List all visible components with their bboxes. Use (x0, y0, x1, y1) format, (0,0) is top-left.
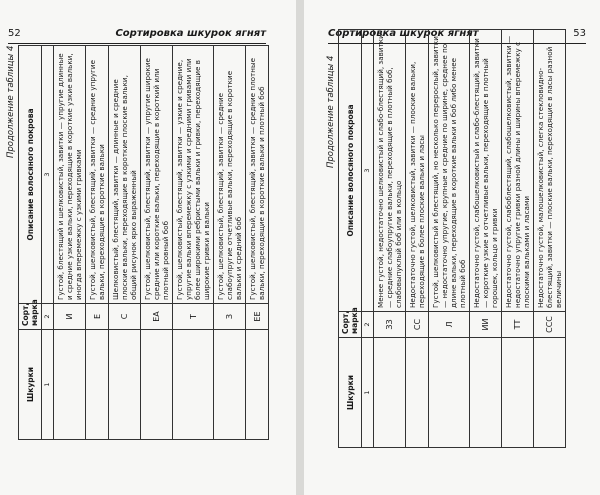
description-cell: Густой, шелковистый и блестящий, но несколько перерослый, завитки — недостаточно упругие, крупные и средние по ширине, среднее по длине вальки, переходящие в короткие вальки и боб либо менее плотный боб (429, 30, 470, 312)
page-number: 53 (573, 28, 586, 39)
header-skins: Шкурки (19, 330, 42, 440)
column-number: 1 (42, 330, 54, 440)
table-row (109, 46, 141, 440)
description-cell: Недостаточно густой, шелковистый, завитки — плоские вальки, переходящие в более плоские вальки и ласы (406, 30, 429, 312)
column-number: 3 (42, 46, 54, 304)
grade-cell: С (109, 304, 141, 330)
grade-cell: ССС (534, 312, 566, 338)
skin-cell (214, 330, 246, 440)
page-number: 52 (8, 28, 21, 39)
table-row (86, 46, 109, 440)
column-number: 1 (362, 338, 374, 448)
table-header-row (19, 46, 42, 440)
column-number: 3 (362, 30, 374, 312)
rotated-table-wrapper (18, 45, 269, 440)
description-cell: Недостаточно густой, слабошелковистый и слабо-блестящий, завитки — короткие узкие и отчетливые вальки, переходящие в плотный горошек, кольцо и гривки (470, 30, 502, 312)
header-skins: Шкурки (339, 338, 362, 448)
table-row (429, 30, 470, 448)
skin-cell (374, 338, 406, 448)
column-number-row (362, 30, 374, 448)
grade-cell: З (214, 304, 246, 330)
table-row (502, 30, 534, 448)
running-title: Сортировка шкурок ягнят (328, 28, 479, 39)
skin-cell (246, 330, 269, 440)
description-cell: Густой, шелковистый, блестящий, завитки — средние плотные вальки, переходящие в короткие вальки и плотный боб (246, 46, 269, 304)
skin-cell (173, 330, 214, 440)
description-cell: Недостаточно густой, малошелковистый, слегка стекловидно-блестящий, завитки — плоские вальки, переходящие в ласы разной величины (534, 30, 566, 312)
header-description: Описание волосяного покрова (339, 30, 362, 312)
grade-cell: СС (406, 312, 429, 338)
header-description: Описание волосяного покрова (19, 46, 42, 304)
grade-cell: ИИ (470, 312, 502, 338)
table-continuation-label: Продолжение таблицы 4 (326, 55, 336, 168)
header-grade: Сорт, марка (19, 304, 42, 330)
grade-cell: ТТ (502, 312, 534, 338)
header-grade: Сорт, марка (339, 312, 362, 338)
table-continuation-label: Продолжение таблицы 4 (6, 45, 16, 158)
column-number-row (42, 46, 54, 440)
skin-cell (109, 330, 141, 440)
skin-cell (54, 330, 86, 440)
skin-cell (470, 338, 502, 448)
description-cell: Густой, шелковистый, блестящий, завитки — средние упругие вальки, переходящие в короткие вальки (86, 46, 109, 304)
description-cell: Густой, шелковистый, блестящий, завитки — упругие широкие средние или короткие вальки, переходящие в короткий или плотный ровный боб (141, 46, 173, 304)
grade-cell: Е (86, 304, 109, 330)
grading-table (18, 45, 269, 440)
running-head (8, 27, 266, 44)
skin-cell (534, 338, 566, 448)
description-cell: Недостаточно густой, слабоблестящий, слабошелковистый, завитки — недостаточно упругие гривки разной длины и ширины вперемежку с плоскими вальками и ласами (502, 30, 534, 312)
column-number: 2 (362, 312, 374, 338)
grade-cell: ЗЗ (374, 312, 406, 338)
table-row (470, 30, 502, 448)
table-header-row (339, 30, 362, 448)
book-gutter (296, 0, 304, 495)
skin-cell (502, 338, 534, 448)
grade-cell: Т (173, 304, 214, 330)
grade-cell: ЕА (141, 304, 173, 330)
table-row (141, 46, 173, 440)
description-cell: Густой, блестящий и шелковистый, завитки — упругие длинные и средние узкие вальки, переходящие в короткие узкие вальки, иногда вперемежку с узкими гривками (54, 46, 86, 304)
table-row (214, 46, 246, 440)
description-cell: Густой, шелковистый, блестящий, завитки — средние слабоупругие отчетливые вальки, переходящие в короткие вальки и средний боб (214, 46, 246, 304)
table-row (246, 46, 269, 440)
grade-cell: Л (429, 312, 470, 338)
column-number: 2 (42, 304, 54, 330)
table-row (173, 46, 214, 440)
skin-cell (429, 338, 470, 448)
right-page (304, 0, 600, 495)
description-cell: Густой, шелковистый, блестящий, завитки — узкие и средние, упругие вальки вперемежку с узкими и средними гривами или более широкими ребристыми вальки и гривки, переходящие в широкие гривки и вальки (173, 46, 214, 304)
skin-cell (406, 338, 429, 448)
grading-table (338, 29, 566, 448)
left-page (0, 0, 296, 495)
grade-cell: И (54, 304, 86, 330)
description-cell: Шелковистый, блестящий, завитки — длинные и средние плоские вальки, переходящие в короткие плоские вальки, общий рисунок ярко выраженный (109, 46, 141, 304)
table-row (374, 30, 406, 448)
grade-cell: ЕЕ (246, 304, 269, 330)
table-row (406, 30, 429, 448)
rotated-table-wrapper (338, 29, 566, 448)
skin-cell (86, 330, 109, 440)
skin-cell (141, 330, 173, 440)
running-title: Сортировка шкурок ягнят (115, 28, 266, 39)
description-cell: Менее густой, недостаточно шелковистый и слабо-блестящий, завитки — средние слабоупругие вальки, переходящие в плотный боб, слабовыпуклый боб или в кольцо (374, 30, 406, 312)
table-row (54, 46, 86, 440)
table-row (534, 30, 566, 448)
